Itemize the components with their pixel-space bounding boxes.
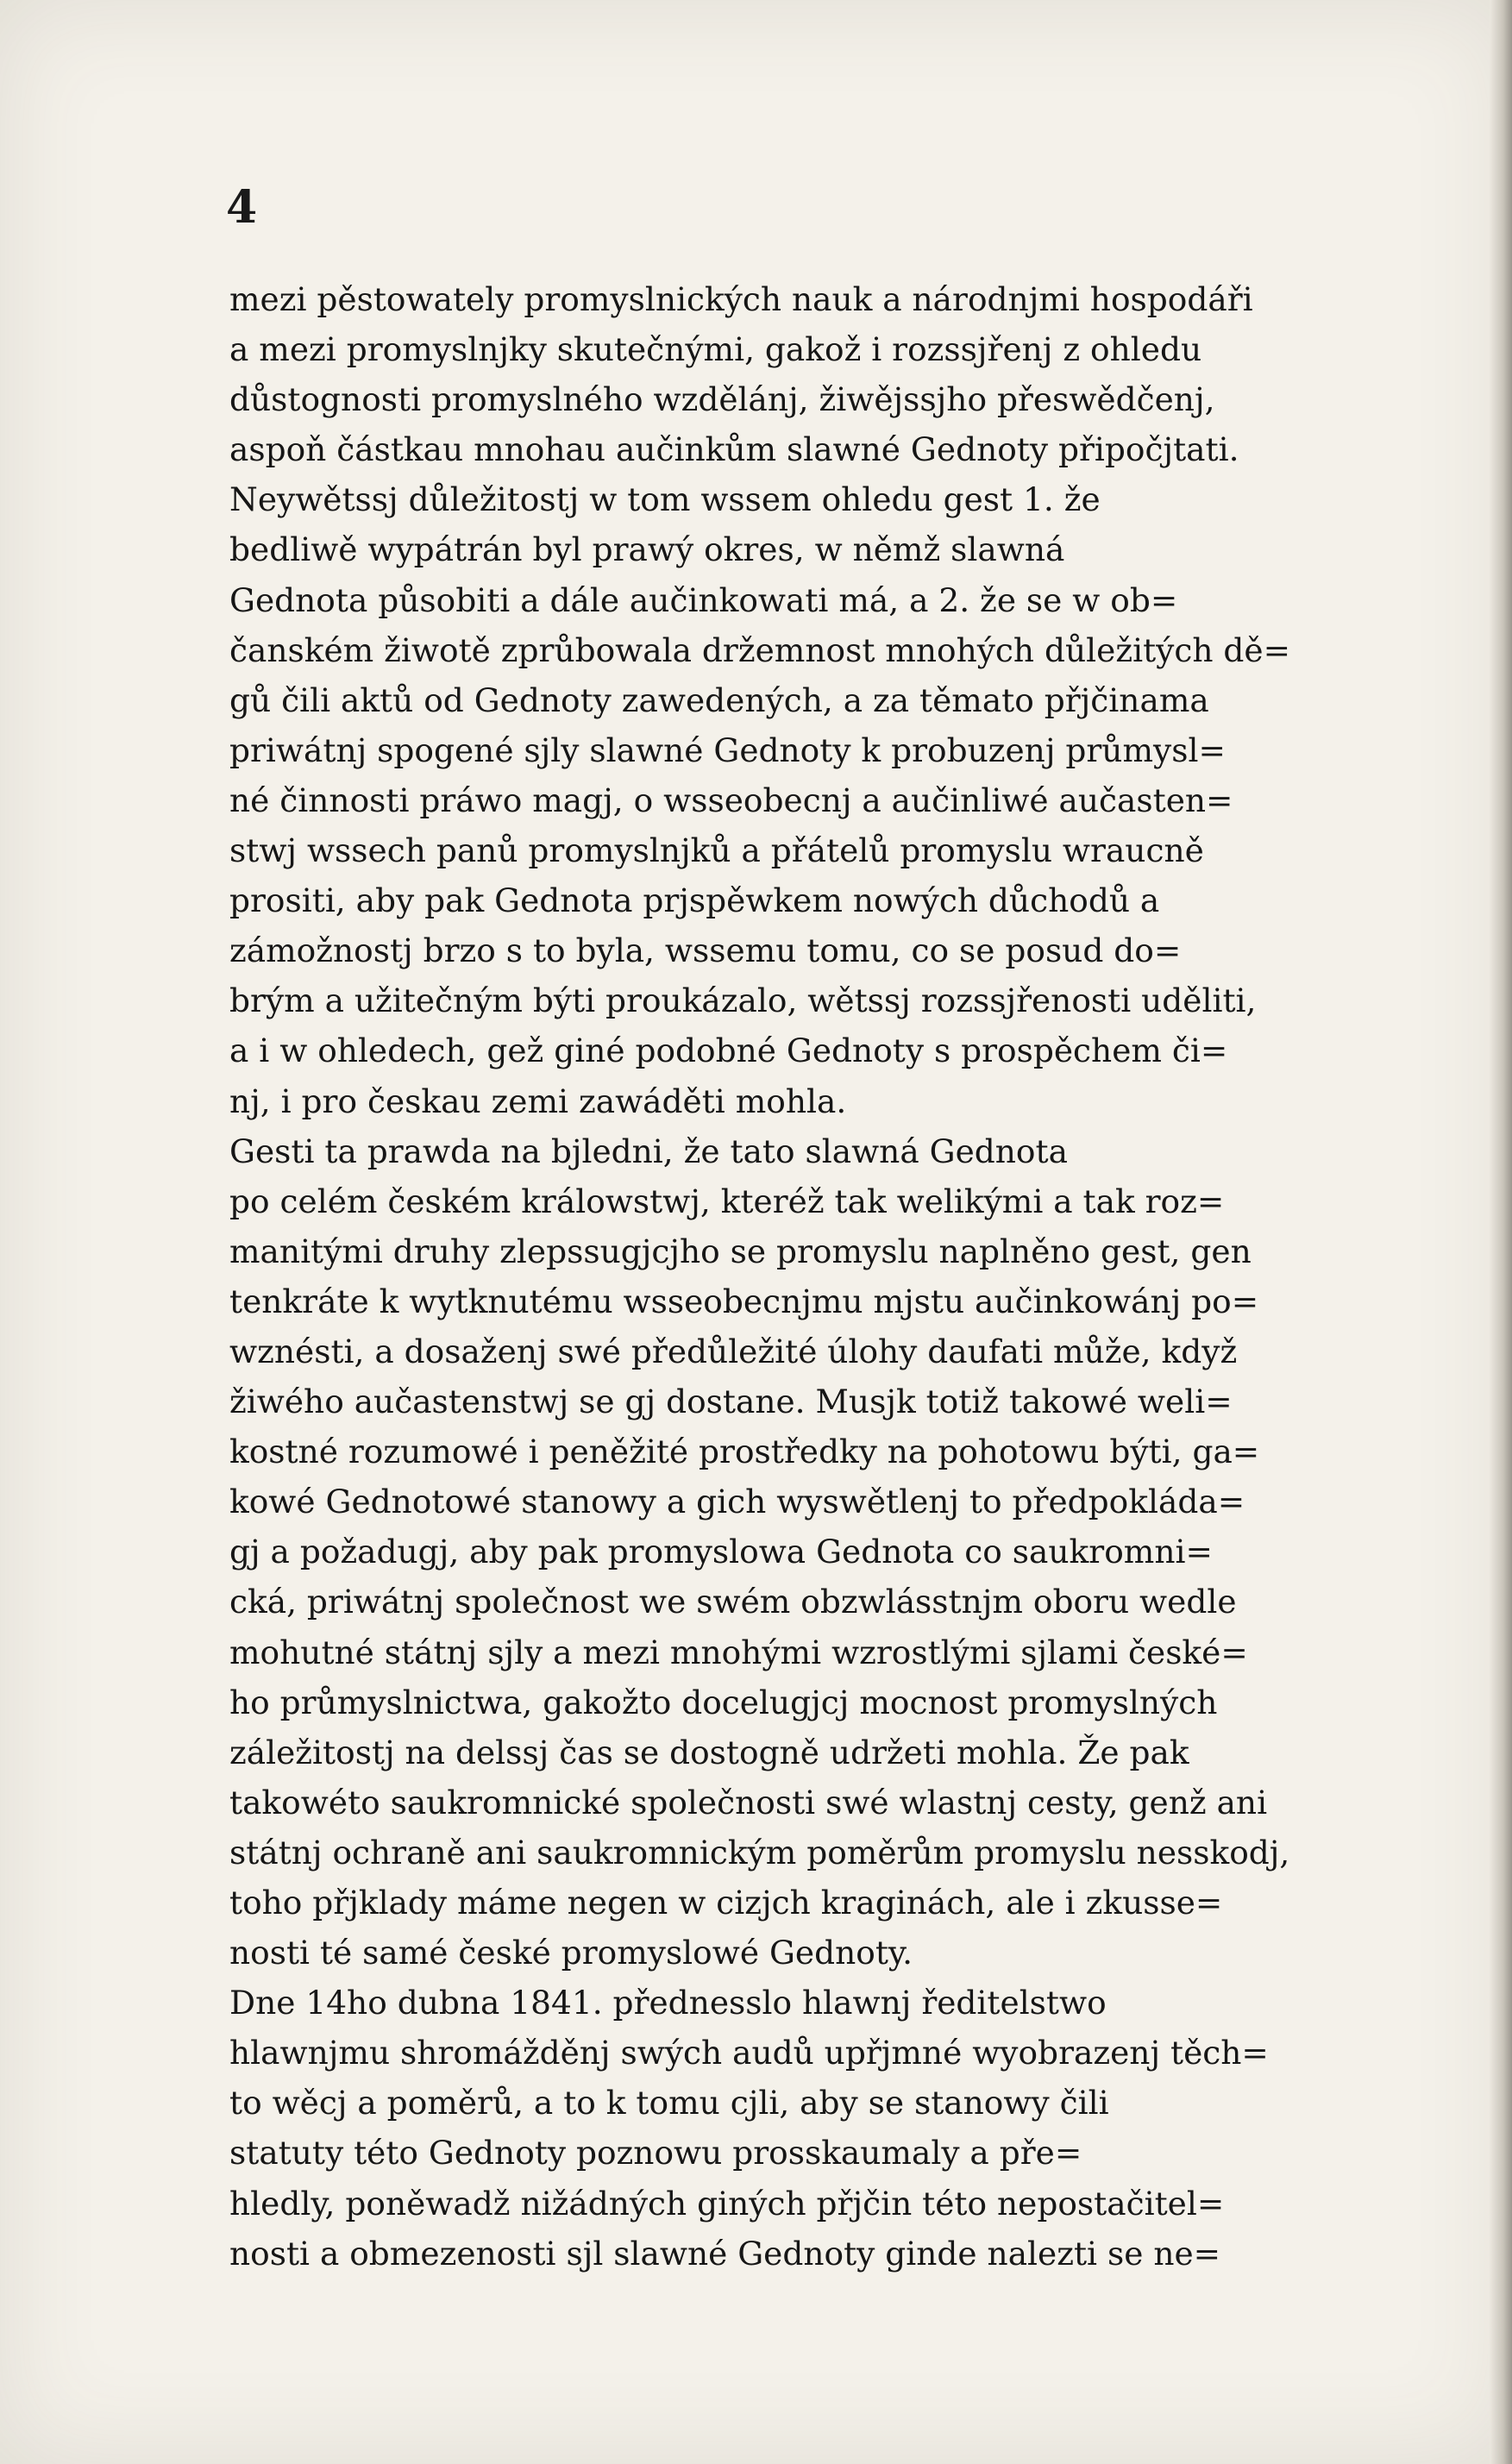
text-line: kostné rozumowé i peněžité prostředky na pohotowu býti, ga=: [229, 1433, 1260, 1471]
text-line: žiwého aučastenstwj se gj dostane. Musjk totiž takowé weli=: [229, 1382, 1233, 1421]
text-line: ho průmyslnictwa, gakožto docelugjcj mocnost promyslných: [229, 1683, 1218, 1721]
text-line: cká, priwátnj společnost we swém obzwlásstnjm oboru wedle: [229, 1583, 1237, 1621]
text-line: mohutné státnj sjly a mezi mnohými wzrostlými sjlami české=: [229, 1633, 1248, 1671]
text-line: bedliwě wypátrán byl prawý okres, w němž slawná: [229, 530, 1065, 569]
text-line: statuty této Gednoty poznowu prosskaumaly a pře=: [229, 2134, 1082, 2172]
text-line: kowé Gednotowé stanowy a gich wyswětlenj to předpokláda=: [229, 1483, 1245, 1521]
text-line: a mezi promyslnjky skutečnými, gakož i rozssjřenj z ohledu: [229, 330, 1202, 369]
text-line: nosti a obmezenosti sjl slawné Gednoty ginde nalezti se ne=: [229, 2234, 1221, 2273]
text-line: takowéto saukromnické společnosti swé wlastnj cesty, genž ani: [229, 1783, 1268, 1821]
text-line: manitými druhy zlepssugjcjho se promyslu naplněno gest, gen: [229, 1232, 1252, 1270]
text-line: a i w ohledech, gež giné podobné Gednoty s prospěchem či=: [229, 1031, 1228, 1070]
text-line: to wěcj a poměrů, a to k tomu cjli, aby se stanowy čili: [229, 2084, 1109, 2122]
text-line: wznésti, a dosaženj swé předůležité úlohy daufati může, když: [229, 1332, 1238, 1370]
text-line: Gesti ta prawda na bjledni, že tato slawná Gednota: [229, 1132, 1068, 1170]
text-line: čanském žiwotě zprůbowala držemnost mnohých důležitých dě=: [229, 630, 1291, 669]
text-line: prositi, aby pak Gednota prjspěwkem nowých důchodů a: [229, 881, 1160, 920]
text-line: státnj ochraně ani saukromnickým poměrům promyslu nesskodj,: [229, 1833, 1290, 1872]
text-line: toho přjklady máme negen w cizjch kraginách, ale i zkusse=: [229, 1884, 1223, 1922]
text-line: nosti té samé české promyslowé Gednoty.: [229, 1934, 913, 1972]
text-line: Dne 14ho dubna 1841. přednesslo hlawnj ředitelstwo: [229, 1984, 1107, 2022]
text-line: stwj wssech panů promyslnjků a přátelů promyslu wraucně: [229, 831, 1204, 870]
text-line: hledly, poněwadž nižádných giných přjčin této nepostačitel=: [229, 2184, 1225, 2223]
text-line: Neywětssj důležitostj w tom wssem ohledu gest 1. že: [229, 480, 1101, 519]
text-line: nj, i pro českau zemi zawáděti mohla.: [229, 1082, 847, 1120]
text-line: tenkráte k wytknutému wsseobecnjmu mjstu aučinkowánj po=: [229, 1282, 1259, 1320]
text-line: mezi pěstowately promyslnických nauk a národnjmi hospodáři: [229, 280, 1253, 318]
text-line: né činnosti práwo magj, o wsseobecnj a aučinliwé aučasten=: [229, 781, 1233, 819]
text-line: priwátnj spogené sjly slawné Gednoty k probuzenj průmysl=: [229, 730, 1226, 769]
text-line: gj a požadugj, aby pak promyslowa Gednota co saukromni=: [229, 1533, 1213, 1571]
page-edge-shadow: [1490, 0, 1512, 2464]
text-line: gů čili aktů od Gednoty zawedených, a za těmato přjčinama: [229, 680, 1209, 719]
text-line: zámožnostj brzo s to byla, wssemu tomu, co se posud do=: [229, 931, 1182, 970]
page-number: 4: [226, 181, 258, 234]
text-line: hlawnjmu shromážděnj swých audů upřjmné wyobrazenj těch=: [229, 2034, 1269, 2072]
text-line: aspoň částkau mnohau aučinkům slawné Gednoty připočjtati.: [229, 430, 1239, 469]
text-line: po celém českém králowstwj, kteréž tak welikými a tak roz=: [229, 1182, 1225, 1220]
text-line: Gednota působiti a dále aučinkowati má, a 2. že se w ob=: [229, 580, 1178, 619]
text-line: záležitostj na delssj čas se dostogně udržeti mohla. Že pak: [229, 1733, 1189, 1771]
text-line: brým a užitečným býti proukázalo, wětssj rozssjřenosti uděliti,: [229, 981, 1257, 1020]
body-text: [229, 274, 1372, 2279]
text-line: důstognosti promyslného wzdělánj, žiwějssjho přeswědčenj,: [229, 380, 1215, 419]
